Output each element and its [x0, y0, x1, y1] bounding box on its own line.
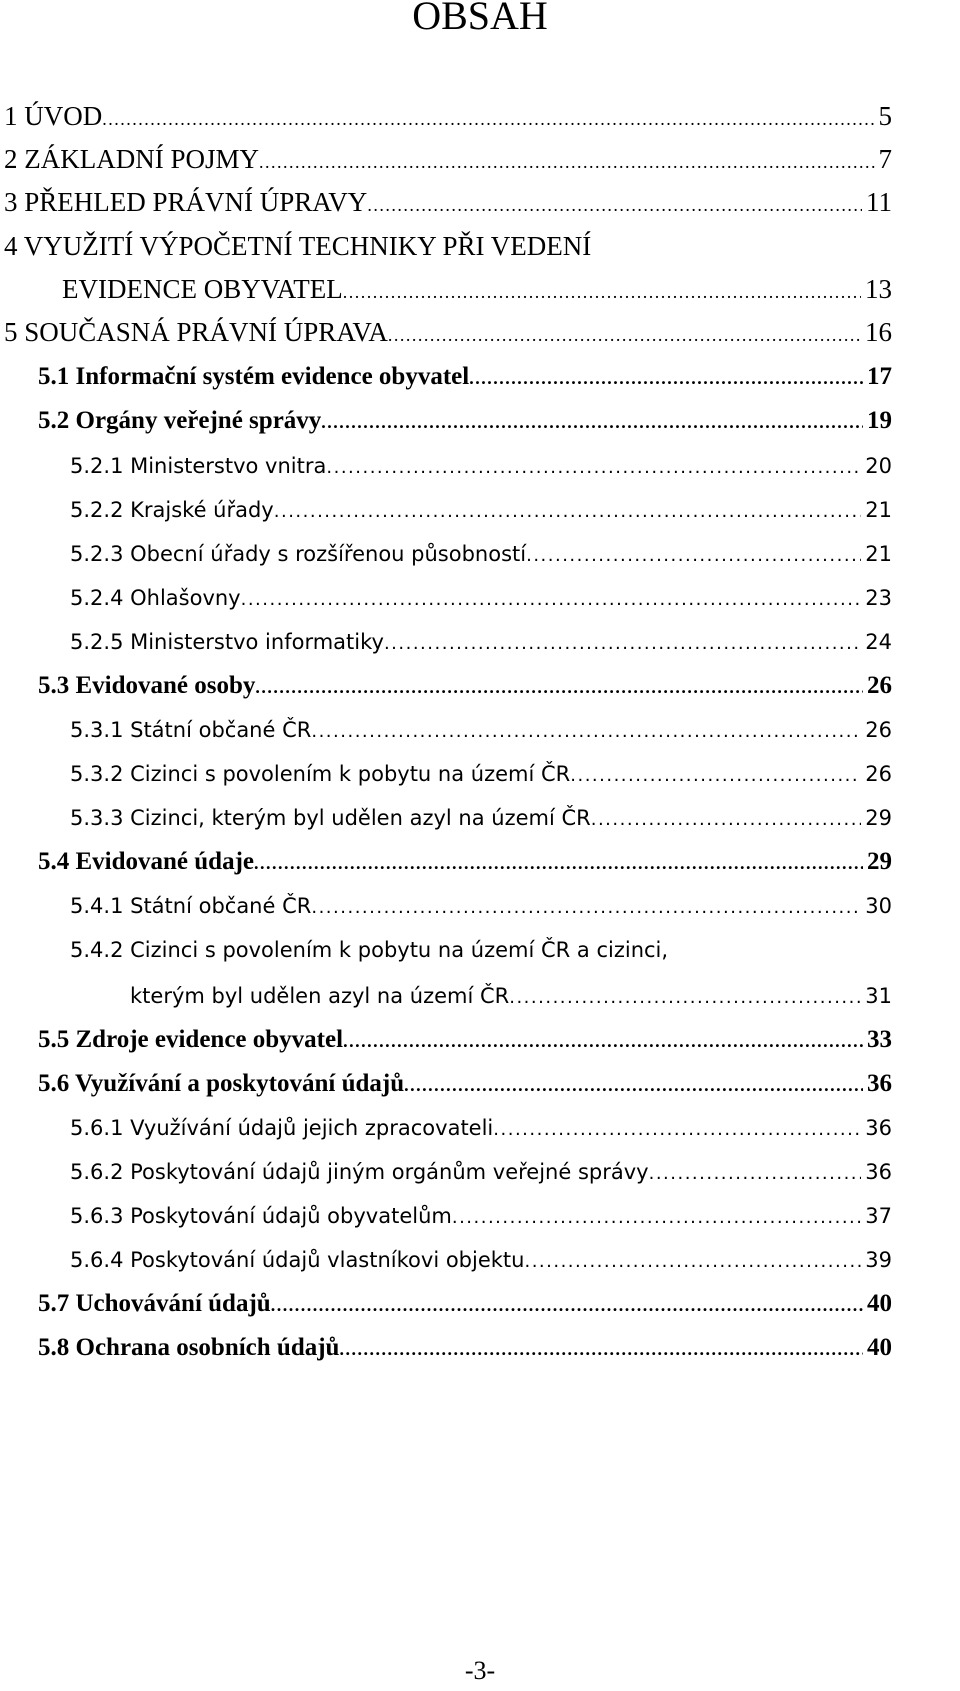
toc-entry-label: 5 SOUČASNÁ PRÁVNÍ ÚPRAVA — [4, 317, 388, 347]
toc-leader-dots — [570, 756, 861, 796]
toc-entry-page: 29 — [867, 848, 892, 875]
toc-leader-dots — [339, 1329, 863, 1369]
toc-entry[interactable] — [70, 446, 892, 486]
toc-entry-label: 5.6 Využívání a poskytování údajů — [38, 1070, 405, 1097]
toc-entry-label: 5.2.2 Krajské úřady — [70, 498, 274, 522]
toc-entry-page: 23 — [865, 586, 892, 610]
toc-entry[interactable] — [70, 930, 892, 970]
toc-entry-page: 37 — [865, 1204, 892, 1228]
toc-leader-dots — [469, 358, 863, 398]
toc-entry-page: 36 — [865, 1160, 892, 1184]
toc-entry-page: 29 — [865, 806, 892, 830]
toc-entry-label: kterým byl udělen azyl na území ČR — [130, 984, 510, 1008]
toc-entry-label: 5.1 Informační systém evidence obyvatel — [38, 363, 470, 390]
toc-leader-dots — [241, 580, 862, 620]
toc-entry-page: 36 — [865, 1116, 892, 1140]
toc-entry-page: 36 — [867, 1070, 892, 1097]
toc-entry[interactable] — [70, 754, 892, 794]
toc-leader-dots — [526, 536, 861, 576]
toc-leader-dots — [524, 1242, 861, 1282]
toc-entry[interactable] — [4, 96, 892, 136]
toc-entry-page: 40 — [867, 1334, 892, 1361]
toc-leader-dots — [493, 1110, 861, 1150]
toc-entry-page: 20 — [865, 454, 892, 478]
toc-entry-page: 24 — [865, 630, 892, 654]
toc-entry-label: 5.3 Evidované osoby — [38, 672, 256, 699]
toc-leader-dots — [343, 1021, 863, 1061]
toc-leader-dots — [404, 1065, 863, 1105]
toc-entry-page: 30 — [865, 894, 892, 918]
toc-leader-dots — [254, 843, 863, 883]
toc-entry[interactable] — [4, 226, 892, 266]
toc-entry-label: 5.3.2 Cizinci s povolením k pobytu na území ČR — [70, 762, 571, 786]
toc-leader-dots — [102, 99, 874, 139]
toc-leader-dots — [452, 1198, 861, 1238]
toc-entry-label: 5.4.2 Cizinci s povolením k pobytu na území ČR a cizinci, — [70, 938, 669, 962]
toc-entry[interactable] — [130, 976, 892, 1016]
toc-entry-label: 4 VYUŽITÍ VÝPOČETNÍ TECHNIKY PŘI VEDENÍ — [4, 231, 592, 261]
toc-leader-dots — [311, 888, 861, 928]
toc-entry-label: 5.2 Orgány veřejné správy — [38, 407, 322, 434]
toc-entry[interactable] — [70, 622, 892, 662]
toc-entry[interactable] — [38, 357, 892, 397]
toc-entry-page: 19 — [867, 407, 892, 434]
toc-entry-label: EVIDENCE OBYVATEL — [62, 274, 343, 304]
toc-entry-label: 5.6.3 Poskytování údajů obyvatelům — [70, 1204, 452, 1228]
toc-leader-dots — [509, 978, 861, 1018]
toc-entry-label: 5.4.1 Státní občané ČR — [70, 894, 312, 918]
toc-entry-page: 21 — [865, 498, 892, 522]
toc-leader-dots — [649, 1154, 862, 1194]
toc-entry-label: 5.7 Uchovávání údajů — [38, 1290, 271, 1317]
page-title: OBSAH — [412, 0, 548, 38]
toc-entry-label: 3 PŘEHLED PRÁVNÍ ÚPRAVY — [4, 187, 368, 217]
toc-leader-dots — [255, 667, 863, 707]
toc-entry-label: 5.2.4 Ohlašovny — [70, 586, 241, 610]
toc-entry-page: 31 — [865, 984, 892, 1008]
toc-entry[interactable] — [38, 1328, 892, 1368]
toc-leader-dots — [271, 1285, 863, 1325]
toc-entry-label: 1 ÚVOD — [4, 101, 103, 131]
toc-entry-label: 5.2.1 Ministerstvo vnitra — [70, 454, 327, 478]
toc-entry[interactable] — [70, 1152, 892, 1192]
toc-entry[interactable] — [70, 578, 892, 618]
toc-entry-page: 40 — [867, 1290, 892, 1317]
toc-entry-page: 39 — [865, 1248, 892, 1272]
toc-leader-dots — [259, 142, 875, 182]
toc-entry-page: 16 — [865, 317, 892, 347]
toc-entry-label: 5.4 Evidované údaje — [38, 848, 255, 875]
toc-entry-label: 5.5 Zdroje evidence obyvatel — [38, 1026, 344, 1053]
toc-entry-label: 5.6.2 Poskytování údajů jiným orgánům veřejné správy — [70, 1160, 649, 1184]
toc-entry-page: 11 — [866, 187, 892, 217]
toc-entry[interactable] — [62, 269, 892, 309]
toc-entry[interactable] — [4, 312, 892, 352]
toc-entry-page: 26 — [865, 762, 892, 786]
toc-entry[interactable] — [38, 1020, 892, 1060]
page-number-footer: -3- — [464, 1656, 496, 1685]
toc-entry-page: 33 — [867, 1026, 892, 1053]
toc-leader-dots — [388, 315, 861, 355]
toc-entry-label: 5.3.3 Cizinci, kterým byl udělen azyl na území ČR — [70, 806, 591, 830]
toc-entry[interactable] — [70, 1240, 892, 1280]
toc-entry[interactable] — [70, 798, 892, 838]
toc-entry-page: 5 — [878, 101, 892, 131]
toc-entry-page: 13 — [865, 274, 892, 304]
toc-entry-page: 26 — [865, 718, 892, 742]
toc-leader-dots — [367, 185, 862, 225]
toc-leader-dots — [591, 800, 862, 840]
toc-entry[interactable] — [38, 842, 892, 882]
toc-entry-page: 21 — [865, 542, 892, 566]
toc-entry-page: 17 — [867, 363, 892, 390]
toc-entry-label: 2 ZÁKLADNÍ POJMY — [4, 144, 259, 174]
toc-leader-dots — [326, 448, 861, 488]
toc-entry[interactable] — [38, 401, 892, 441]
toc-entry-label: 5.2.5 Ministerstvo informatiky — [70, 630, 384, 654]
toc-entry[interactable] — [38, 1284, 892, 1324]
toc-entry-label: 5.6.4 Poskytování údajů vlastníkovi objektu — [70, 1248, 525, 1272]
toc-entry[interactable] — [38, 1064, 892, 1104]
toc-entry-page: 26 — [867, 672, 892, 699]
toc-entry-page: 7 — [878, 144, 892, 174]
toc-entry[interactable] — [70, 534, 892, 574]
toc-entry[interactable] — [70, 710, 892, 750]
toc-entry-label: 5.3.1 Státní občané ČR — [70, 718, 312, 742]
toc-entry-label: 5.8 Ochrana osobních údajů — [38, 1334, 340, 1361]
toc-entry[interactable] — [70, 490, 892, 530]
toc-leader-dots — [384, 624, 861, 664]
toc-entry[interactable] — [38, 666, 892, 706]
toc-entry[interactable] — [4, 182, 892, 222]
toc-entry[interactable] — [70, 1108, 892, 1148]
toc-leader-dots — [274, 492, 862, 532]
toc-entry[interactable] — [70, 886, 892, 926]
toc-entry-label: 5.2.3 Obecní úřady s rozšířenou působností — [70, 542, 527, 566]
toc-entry[interactable] — [70, 1196, 892, 1236]
toc-leader-dots — [343, 272, 861, 312]
toc-leader-dots — [321, 402, 863, 442]
toc-entry-label: 5.6.1 Využívání údajů jejich zpracovateli — [70, 1116, 494, 1140]
toc-entry[interactable] — [4, 139, 892, 179]
toc-leader-dots — [311, 712, 861, 752]
